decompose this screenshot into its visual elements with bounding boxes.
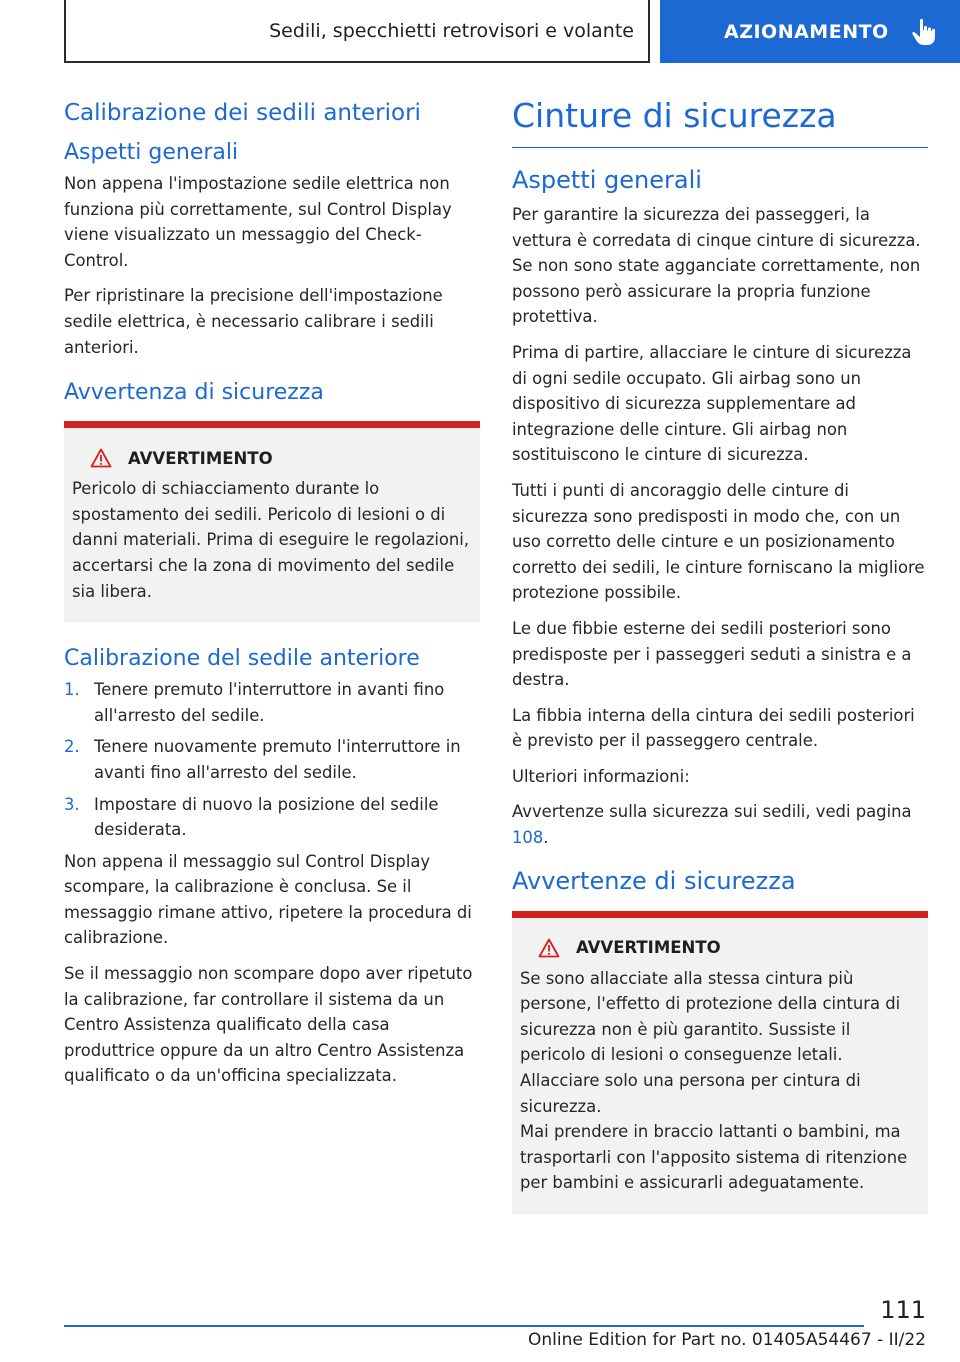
subheading-general: Aspetti generali bbox=[64, 140, 239, 165]
paragraph-with-link bbox=[512, 799, 928, 850]
left-column bbox=[64, 96, 480, 1099]
page-reference-link[interactable]: 108 bbox=[512, 828, 544, 848]
header-chapter-title: AZIONAMENTO bbox=[724, 20, 889, 43]
paragraph-text: . bbox=[543, 828, 549, 848]
subheading-calibration-steps: Calibrazione del sedile anteriore bbox=[64, 646, 420, 672]
paragraph: Per ripristinare la precisione dell'impostazione sedile elettrica, è necessario calibrare i sedili anteriori. bbox=[64, 286, 443, 357]
header-section-title: Sedili, specchietti retrovisori e volante bbox=[269, 19, 634, 42]
warning-title: AVVERTIMENTO bbox=[128, 448, 273, 468]
subheading-safety: Avvertenze di sicurezza bbox=[512, 866, 796, 895]
step-text: Tenere premuto l'interruttore in avanti fino all'arresto del sedile. bbox=[94, 680, 445, 725]
warning-title: AVVERTIMENTO bbox=[576, 938, 721, 958]
warning-text: Mai prendere in braccio lattanti o bambini, ma trasportarli con l'apposito sistema di ritenzione per bambini e assicurarli adeguatamente. bbox=[520, 1122, 908, 1193]
chapter-heading-seatbelts: Cinture di sicurezza bbox=[512, 96, 928, 148]
steps-list bbox=[64, 677, 480, 843]
warning-triangle-icon bbox=[538, 938, 560, 958]
warning-triangle-icon bbox=[90, 448, 112, 468]
hand-pointer-icon bbox=[911, 18, 937, 46]
footer-divider bbox=[64, 1325, 864, 1327]
paragraph: Tutti i punti di ancoraggio delle cinture di sicurezza sono predisposti in modo che, con un uso corretto delle cinture e un posizionamento corretto dei sedili, le cinture forniscano la migliore protezione possibile. bbox=[512, 480, 925, 603]
step-text: Impostare di nuovo la posizione del sedile desiderata. bbox=[94, 794, 439, 840]
warning-text: Pericolo di schiacciamento durante lo spostamento dei sedili. Pericolo di lesioni o di danni materiali. Prima di eseguire le regolazioni, accertarsi che la zona di movimento del sedile sia libera. bbox=[72, 479, 470, 601]
paragraph: Se il messaggio non scompare dopo aver ripetuto la calibrazione, far controllare il sistema da un Centro Assistenza qualificato della casa produttrice oppure da un altro Centro Assistenza qualificato o da un'officina specializzata. bbox=[64, 964, 473, 1086]
step-number: 2. bbox=[64, 737, 80, 757]
paragraph: Ulteriori informazioni: bbox=[512, 766, 690, 786]
right-column bbox=[512, 96, 928, 1238]
step-number: 3. bbox=[64, 794, 80, 814]
header-chapter-tab bbox=[660, 0, 960, 63]
step-number: 1. bbox=[64, 680, 80, 700]
paragraph-text: Avvertenze sulla sicurezza sui sedili, vedi pagina bbox=[512, 802, 912, 822]
list-item bbox=[64, 734, 480, 785]
paragraph: La fibbia interna della cintura dei sedili posteriori è previsto per il passeggero centrale. bbox=[512, 705, 915, 751]
subheading-safety: Avvertenza di sicurezza bbox=[64, 380, 324, 406]
header-section-tab bbox=[64, 0, 650, 63]
paragraph: Per garantire la sicurezza dei passeggeri, la vettura è corredata di cinque cinture di sicurezza. Se non sono state agganciate correttamente, non possono però assicurare la propria funzione protettiva. bbox=[512, 205, 921, 327]
subheading-general: Aspetti generali bbox=[512, 166, 702, 194]
warning-text: Se sono allacciate alla stessa cintura più persone, l'effetto di protezione della cintura di sicurezza non è più garantito. Sussiste il pericolo di lesioni o conseguenze letali. Allacciare solo una persona per cintura di sicurezza. bbox=[520, 968, 901, 1116]
step-text: Tenere nuovamente premuto l'interruttore in avanti fino all'arresto del sedile. bbox=[94, 737, 461, 782]
warning-box bbox=[64, 421, 480, 622]
list-item bbox=[64, 792, 480, 843]
list-item bbox=[64, 677, 480, 728]
paragraph: Prima di partire, allacciare le cinture di sicurezza di ogni sedile occupato. Gli airbag sono un dispositivo di sicurezza supplementare ad integrazione delle cinture. Gli airbag non sostituiscono le cinture di sicurezza. bbox=[512, 342, 912, 465]
paragraph: Non appena l'impostazione sedile elettrica non funziona più correttamente, sul Control Display viene visualizzato un messaggio del Check-Control. bbox=[64, 174, 452, 270]
paragraph: Non appena il messaggio sul Control Display scompare, la calibrazione è conclusa. Se il messaggio rimane attivo, ripetere la procedura di calibrazione. bbox=[64, 851, 472, 948]
paragraph: Le due fibbie esterne dei sedili posteriori sono predisposte per i passeggeri seduti a sinistra e a destra. bbox=[512, 618, 912, 690]
section-heading-calibration: Calibrazione dei sedili anteriori bbox=[64, 100, 421, 126]
warning-box bbox=[512, 911, 928, 1214]
page-number: 111 bbox=[880, 1296, 926, 1324]
footer-edition: Online Edition for Part no. 01405A54467 - II/22 bbox=[527, 1330, 926, 1350]
